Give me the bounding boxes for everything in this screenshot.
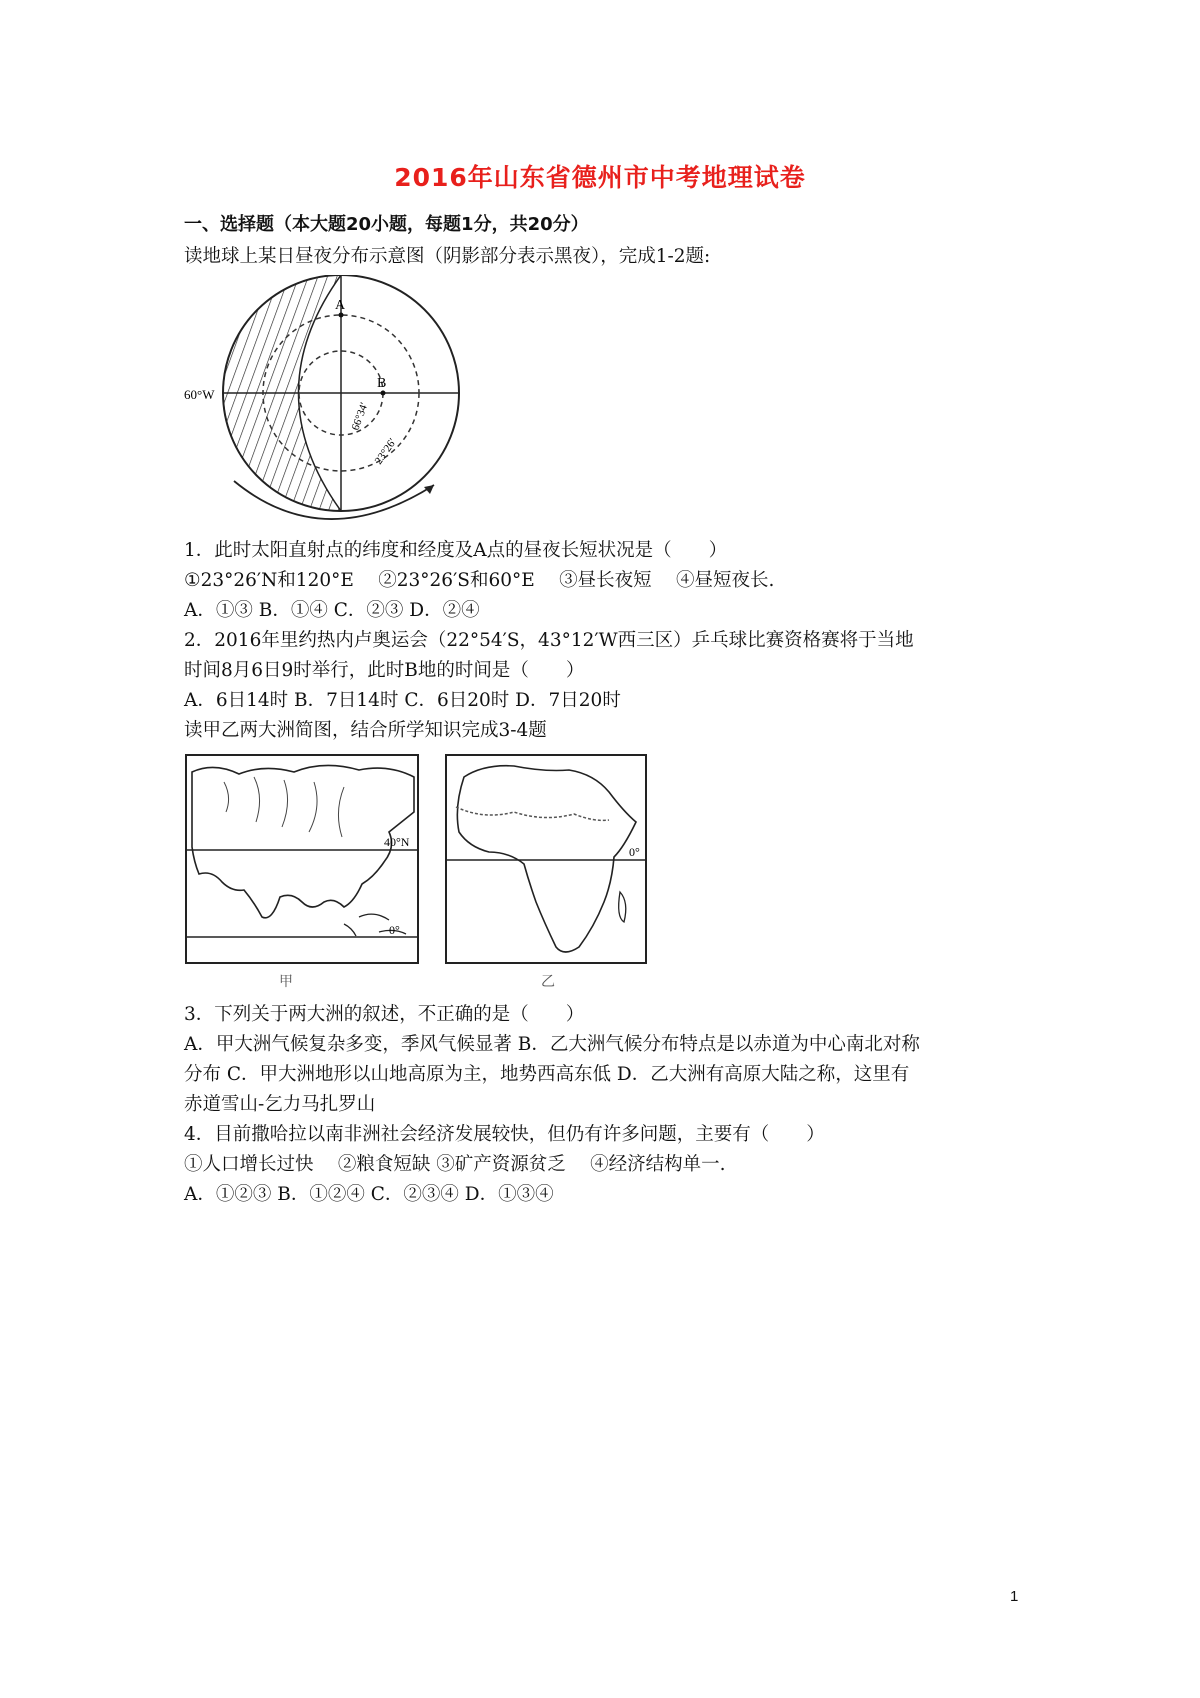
question-4-stem: 4．目前撒哈拉以南非洲社会经济发展较快，但仍有许多问题，主要有（ ）: [184, 1124, 825, 1145]
tropic-label: 23°26′: [372, 436, 399, 467]
question-3-line2: 分布 C．甲大洲地形以山地高原为主，地势西高东低 D．乙大洲有高原大陆之称，这里有: [184, 1064, 910, 1085]
caption-yi: 乙: [541, 975, 555, 990]
equator-label-right: 0°: [629, 845, 640, 859]
question-3-stem: 3．下列关于两大洲的叙述，不正确的是（ ）: [184, 1004, 585, 1025]
point-b-label: B: [377, 376, 387, 391]
question-2-choices: A．6日14时 B．7日14时 C．6日20时 D．7日20时: [184, 690, 621, 711]
map-yi: [446, 755, 646, 990]
latitude-40n-label: 40°N: [384, 835, 410, 849]
question-2-stem-line1: 2．2016年里约热内卢奥运会（22°54′S，43°12′W西三区）乒乓球比赛资格赛将于当地: [184, 630, 914, 651]
section-heading: 一、选择题（本大题20小题，每题1分，共20分）: [184, 214, 589, 235]
intro-questions-3-4: 读甲乙两大洲简图，结合所学知识完成3-4题: [184, 720, 547, 741]
map-jia: [186, 755, 418, 990]
day-night-globe-figure: [184, 275, 464, 535]
page-title: 2016年山东省德州市中考地理试卷: [394, 163, 806, 192]
question-3-line3: 赤道雪山-乞力马扎罗山: [184, 1094, 376, 1115]
question-4-options: ①人口增长过快 ②粮食短缺 ③矿产资源贫乏 ④经济结构单一.: [184, 1154, 726, 1175]
caption-jia: 甲: [279, 975, 293, 990]
question-1-choices: A．①③ B．①④ C．②③ D．②④: [184, 600, 480, 621]
point-a-label: A: [335, 298, 346, 313]
question-4-choices: A．①②③ B．①②④ C．②③④ D．①③④: [184, 1184, 554, 1205]
continents-figure: [184, 752, 704, 992]
question-3-line1: A．甲大洲气候复杂多变，季风气候显著 B．乙大洲气候分布特点是以赤道为中心南北对称: [184, 1034, 920, 1055]
question-2-stem-line2: 时间8月6日9时举行，此时B地的时间是（ ）: [184, 660, 585, 681]
intro-questions-1-2: 读地球上某日昼夜分布示意图（阴影部分表示黑夜），完成1-2题:: [184, 246, 711, 267]
longitude-label: 60°W: [184, 387, 215, 402]
equator-label-left: 0°: [389, 923, 400, 937]
page-number: 1: [1010, 1588, 1019, 1605]
question-1-stem: 1．此时太阳直射点的纬度和经度及A点的昼夜长短状况是（ ）: [184, 540, 728, 561]
arctic-circle-label: 66°34′: [349, 400, 371, 433]
question-1-options: ①23°26′N和120°E ②23°26′S和60°E ③昼长夜短 ④昼短夜长.: [184, 570, 775, 591]
